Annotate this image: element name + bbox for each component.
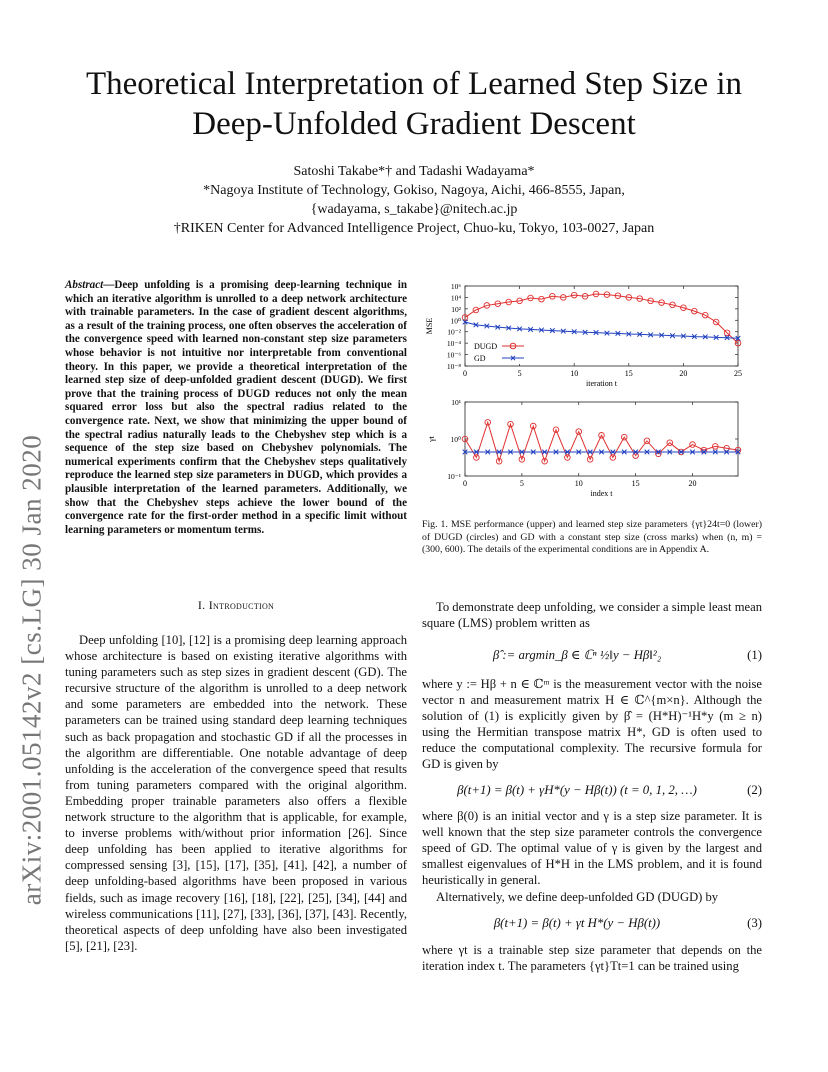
paper-title: [60, 64, 768, 144]
y-axis-label: γt: [427, 436, 436, 442]
right-paragraph-4: Alternatively, we define deep-unfolded GD (DUGD) by: [436, 890, 719, 904]
equation-3: [422, 916, 762, 934]
y-tick-label: 10¹: [451, 398, 461, 407]
x-tick-label: 20: [688, 479, 697, 488]
y-tick-label: 10⁴: [450, 293, 461, 303]
figure-1: [420, 278, 765, 510]
step-size-plot: [427, 398, 741, 498]
equation-3-number: (3): [747, 916, 762, 930]
x-tick-label: 15: [624, 369, 633, 378]
legend-label: DUGD: [474, 342, 498, 351]
legend-label: GD: [474, 354, 486, 363]
affiliation-1: *Nagoya Institute of Technology, Gokiso, Nagoya, Aichi, 466-8555, Japan,: [203, 183, 625, 198]
x-tick-label: 25: [734, 369, 742, 378]
y-tick-label: 10⁻⁴: [446, 339, 461, 349]
series-line-gd: [465, 322, 738, 338]
x-tick-label: 10: [570, 369, 579, 378]
title-line-2: Deep-Unfolded Gradient Descent: [192, 106, 636, 142]
arxiv-stamp: [10, 290, 54, 906]
y-tick-label: 10⁻⁸: [446, 362, 461, 371]
intro-paragraph: Deep unfolding [10], [12] is a promising deep learning approach whose architecture is based on existing iterative algorithms with tuning parameters such as step sizes in gradient descent (GD). The recursive structure of the algorithm is unrolled to a deep network and some parameters are embedded into the network. These parameters can be trained using standard deep learning techniques such as back propagation and stochastic GD if all the processes in the algorithm are differentiable. One notable advantage of deep unfolding is the acceleration of the convergence speed that results from tuning parameters compared with the original algorithm. Embedding proper trainable parameters also offers a flexible network structure to the algorithm that is applicable, for example, to inverse problems with/without prior information [26]. Since deep unfolding has been applied to iterative algorithms for compressed sensing [3], [15], [17], [35], [41], [42], a number of deep unfolding-based algorithms have been proposed in various fields, such as image recovery [16], [18], [22], [25], [34], [44] and wireless communications [11], [27], [33], [36], [37], [43]. Recently, theoretical aspects of deep unfolding have also been investigated [5], [21], [23].: [65, 633, 407, 953]
figure-caption: Fig. 1. MSE performance (upper) and learned step size parameters {γt}24t=0 (lower) of DUGD (circles) and GD with a constant step size (cross marks) when (n, m) = (300, 600). The details of the experimental conditions are in Appendix A.: [422, 519, 762, 556]
right-paragraph-1: To demonstrate deep unfolding, we consider a simple least mean square (LMS) problem written as: [422, 600, 762, 631]
mse-plot: [425, 282, 742, 388]
x-tick-label: 20: [679, 369, 688, 378]
affiliation-2: †RIKEN Center for Advanced Intelligence Project, Chuo-ku, Tokyo, 103-0027, Japan: [173, 221, 655, 236]
x-axis-label: iteration t: [586, 379, 617, 388]
affiliation-email: {wadayama, s_takabe}@nitech.ac.jp: [310, 202, 518, 217]
y-tick-label: 10²: [451, 304, 461, 314]
x-axis-label: index t: [590, 489, 613, 498]
series-line-dugd: [465, 422, 738, 461]
x-tick-label: 15: [631, 479, 640, 488]
y-tick-label: 10⁶: [450, 282, 461, 291]
y-tick-label: 10⁻⁶: [446, 350, 461, 360]
y-axis-label: MSE: [425, 317, 434, 335]
abstract: [65, 279, 407, 537]
equation-2: [422, 783, 762, 801]
y-tick-label: 10⁰: [450, 435, 461, 444]
y-tick-label: 10⁻²: [447, 327, 461, 337]
arxiv-id: arXiv:2001.05142v2 [cs.LG] 30 Jan 2020: [16, 434, 47, 906]
y-tick-label: 10⁰: [450, 316, 461, 326]
equation-2-number: (2): [747, 783, 762, 797]
abstract-text: —Deep unfolding is a promising deep-learning technique in which an iterative algorithm is unrolled to a deep network architecture with trainable parameters. In the case of gradient descent algorithms, as a result of the training process, one often observes the acceleration of the convergence speed with learned non-constant step size parameters whose behavior is not intuitive nor interpretable from conventional theory. In this paper, we provide a theoretical interpretation of the learned step size of deep-unfolded gradient descent (DUGD). We first prove that the training process of DUGD reduces not only the mean squared error loss but also the spectral radius related to the convergence rate. Next, we show that minimizing the upper bound of the spectral radius naturally leads to the Chebyshev step which is a sequence of the step size based on Chebyshev polynomials. The numerical experiments confirm that the Chebyshev steps qualitatively reproduce the learned step size parameters in DUGD, which provides a plausible interpretation of the learned parameters. Additionally, we show that the Chebyshev steps achieve the lower bound of the convergence rate for the first-order method in a specific limit without learning parameters or momentum terms.: [65, 279, 407, 536]
equation-2-expr: β(t+1) = β(t) + γH*(y − Hβ(t)) (t = 0, 1, 2, …): [457, 783, 697, 797]
author-names: Satoshi Takabe*† and Tadashi Wadayama*: [293, 164, 535, 179]
x-tick-label: 10: [574, 479, 583, 488]
author-block: [60, 162, 768, 238]
abstract-label: Abstract: [65, 279, 104, 291]
right-paragraph-2: where y := Hβ + n ∈ ℂᵐ is the measurement vector with the noise vector n and measurement matrix H ∈ ℂ^{m×n}. Although the solution of (1) is explicitly given by β̂ = (H*H)⁻¹H*y (m ≥ n) using the Hermitian transpose matrix H*, GD is often used to reduce the computational complexity. The recursive formula for GD is given by: [422, 677, 762, 772]
y-tick-label: 10⁻¹: [447, 472, 461, 481]
x-tick-label: 5: [519, 479, 524, 488]
equation-3-expr: β(t+1) = β(t) + γt H*(y − Hβ(t)): [493, 916, 661, 930]
title-line-1: Theoretical Interpretation of Learned Step Size in: [85, 66, 743, 102]
right-paragraph-5: where γt is a trainable step size parameter that depends on the iteration index t. The parameters {γt}Tt=1 can be trained using: [422, 943, 762, 974]
section-heading: I. Introduction: [197, 598, 275, 612]
equation-1-expr: β̂ := argmin_β ∈ ℂⁿ ½‖y − Hβ‖²₂: [492, 648, 662, 662]
x-tick-label: 5: [517, 369, 522, 378]
x-tick-label: 0: [463, 479, 467, 488]
x-tick-label: 0: [463, 369, 467, 378]
equation-1-number: (1): [747, 648, 762, 662]
equation-1: [422, 648, 762, 666]
right-paragraph-3: where β(0) is an initial vector and γ is a step size parameter. It is well known that the step size parameter controls the convergence speed of GD. The optimal value of γ is given by the largest and smallest eigenvalues of H*H in the LMS problem, and it is found heuristically in general.: [422, 809, 762, 888]
